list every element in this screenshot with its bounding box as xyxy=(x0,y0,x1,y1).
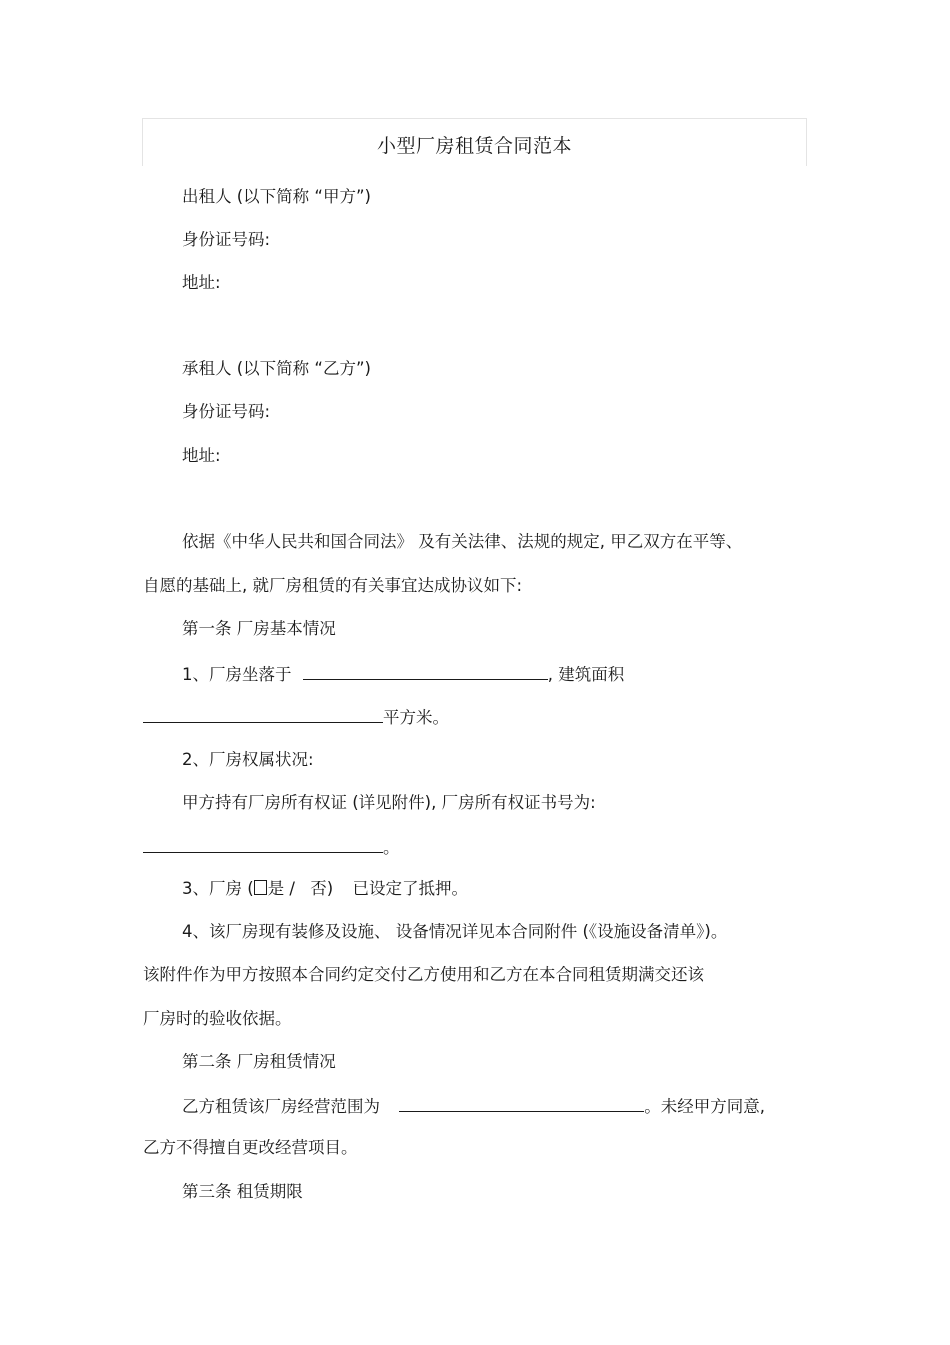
article1-item1-area xyxy=(143,705,449,729)
article1-item2-detail: 甲方持有厂房所有权证 (详见附件), 厂房所有权证书号为: xyxy=(182,793,596,812)
article3-heading: 第三条 租赁期限 xyxy=(182,1182,303,1201)
preamble-line-2: 自愿的基础上, 就厂房租赁的有关事宜达成协议如下: xyxy=(143,576,523,595)
document-title: 小型厂房租赁合同范本 xyxy=(376,135,572,157)
area-blank[interactable] xyxy=(143,705,383,723)
article2-line2: 乙方不得擅自更改经营项目。 xyxy=(143,1138,358,1157)
item3-yes: 是 / xyxy=(267,879,295,898)
preamble-line-1: 依据《中华人民共和国合同法》 及有关法律、法规的规定, 甲乙双方在平等、 xyxy=(182,532,743,551)
checkbox-icon[interactable] xyxy=(254,880,267,895)
item2-end: 。 xyxy=(383,838,400,857)
article1-heading: 第一条 厂房基本情况 xyxy=(182,619,336,638)
article1-item4-line1: 4、该厂房现有装修及设施、 设备情况详见本合同附件 (《设施设备清单》)。 xyxy=(182,922,728,941)
article2-heading: 第二条 厂房租赁情况 xyxy=(182,1052,336,1071)
business-scope-blank[interactable] xyxy=(399,1094,644,1112)
scope-suffix: 。未经甲方同意, xyxy=(644,1097,765,1116)
article2-line1 xyxy=(182,1094,765,1118)
item3-no: 否) xyxy=(310,879,334,898)
lessee-address-label: 地址: xyxy=(182,446,221,465)
article1-item1 xyxy=(182,662,624,686)
item1-unit: 平方米。 xyxy=(383,708,449,727)
lessor-label: 出租人 (以下简称 “甲方”) xyxy=(182,187,371,206)
title-frame xyxy=(142,118,807,166)
item1-prefix: 1、厂房坐落于 xyxy=(182,665,292,684)
article1-item2-certificate xyxy=(143,835,400,859)
article1-item3 xyxy=(182,878,468,900)
article1-item2: 2、厂房权属状况: xyxy=(182,750,314,769)
lessee-label: 承租人 (以下简称 “乙方”) xyxy=(182,359,371,378)
lessor-id-label: 身份证号码: xyxy=(182,230,271,249)
scope-prefix: 乙方租赁该厂房经营范围为 xyxy=(182,1097,380,1116)
location-blank[interactable] xyxy=(303,662,548,680)
article1-item4-line3: 厂房时的验收依据。 xyxy=(143,1009,292,1028)
item3-prefix: 3、厂房 ( xyxy=(182,879,254,898)
article1-item4-line2: 该附件作为甲方按照本合同约定交付乙方使用和乙方在本合同租赁期满交还该 xyxy=(143,965,704,984)
item3-suffix: 已设定了抵押。 xyxy=(352,879,468,898)
lessor-address-label: 地址: xyxy=(182,273,221,292)
item1-suffix: , 建筑面积 xyxy=(547,665,625,684)
certificate-blank[interactable] xyxy=(143,835,383,853)
lessee-id-label: 身份证号码: xyxy=(182,402,271,421)
